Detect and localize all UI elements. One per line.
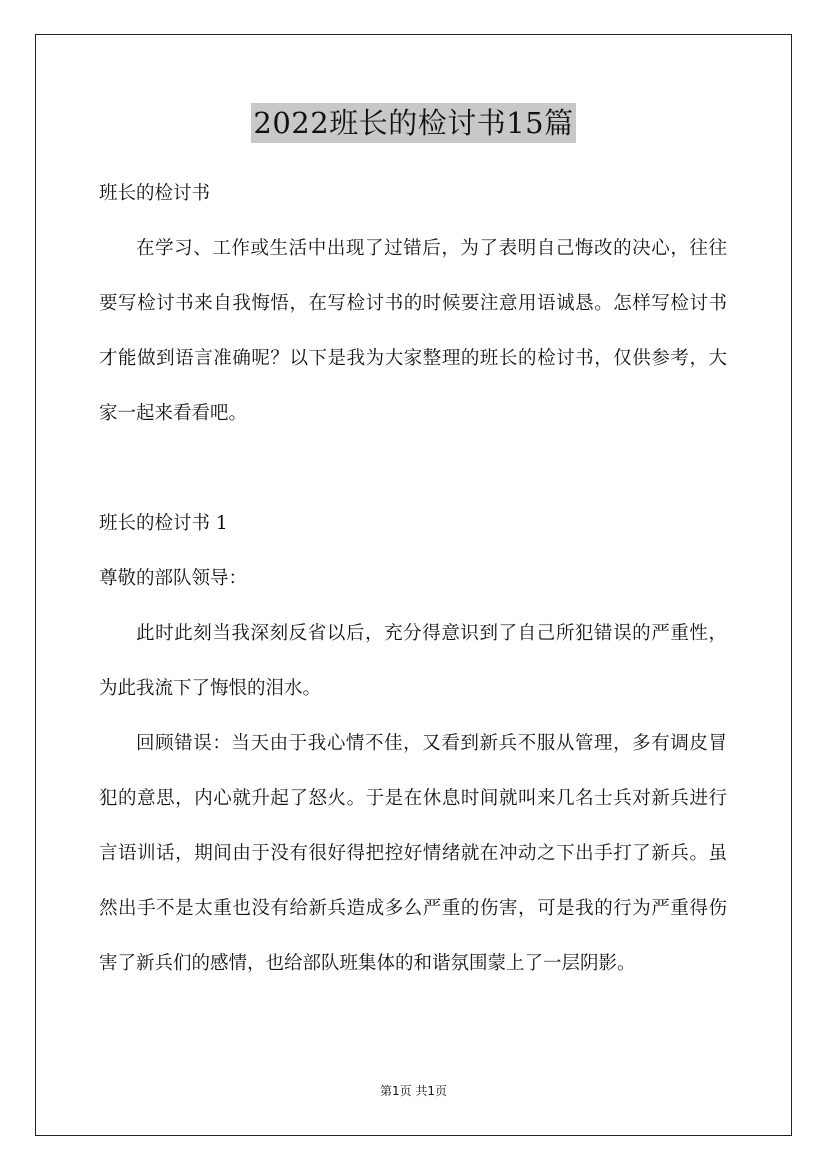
- intro-heading: 班长的检讨书: [99, 183, 211, 204]
- intro-paragraph: 在学习、工作或生活中出现了过错后，为了表明自己悔改的决心，往往要写检讨书来自我悔悟，在写检讨书的时候要注意用语诚恳。怎样写检讨书才能做到语言准确呢？以下是我为大家整理的班长的检讨书，仅供参考，大家一起来看看吧。: [99, 238, 727, 424]
- section-spacer: [99, 441, 727, 496]
- salutation: 尊敬的部队领导：: [99, 568, 248, 589]
- page-number-footer: 第1页 共1页: [379, 1084, 448, 1098]
- body-paragraph-2: 回顾错误：当天由于我心情不佳，又看到新兵不服从管理，多有调皮冒犯的意思，内心就升起了怒火。于是在休息时间就叫来几名士兵对新兵进行言语训话，期间由于没有很好得把控好情绪就在冲动之下出手打了新兵。虽然出手不是太重也没有给新兵造成多么严重的伤害，可是我的行为严重得伤害了新兵们的感情，也给部队班集体的和谐氛围蒙上了一层阴影。: [99, 733, 727, 974]
- document-title: [0, 103, 827, 143]
- document-body: [99, 166, 727, 991]
- body-paragraph-1: 此时此刻当我深刻反省以后，充分得意识到了自己所犯错误的严重性，为此我流下了悔恨的泪水。: [99, 623, 727, 699]
- document-title-text: 2022班长的检讨书15篇: [251, 103, 575, 143]
- section-heading: 班长的检讨书 1: [99, 513, 228, 534]
